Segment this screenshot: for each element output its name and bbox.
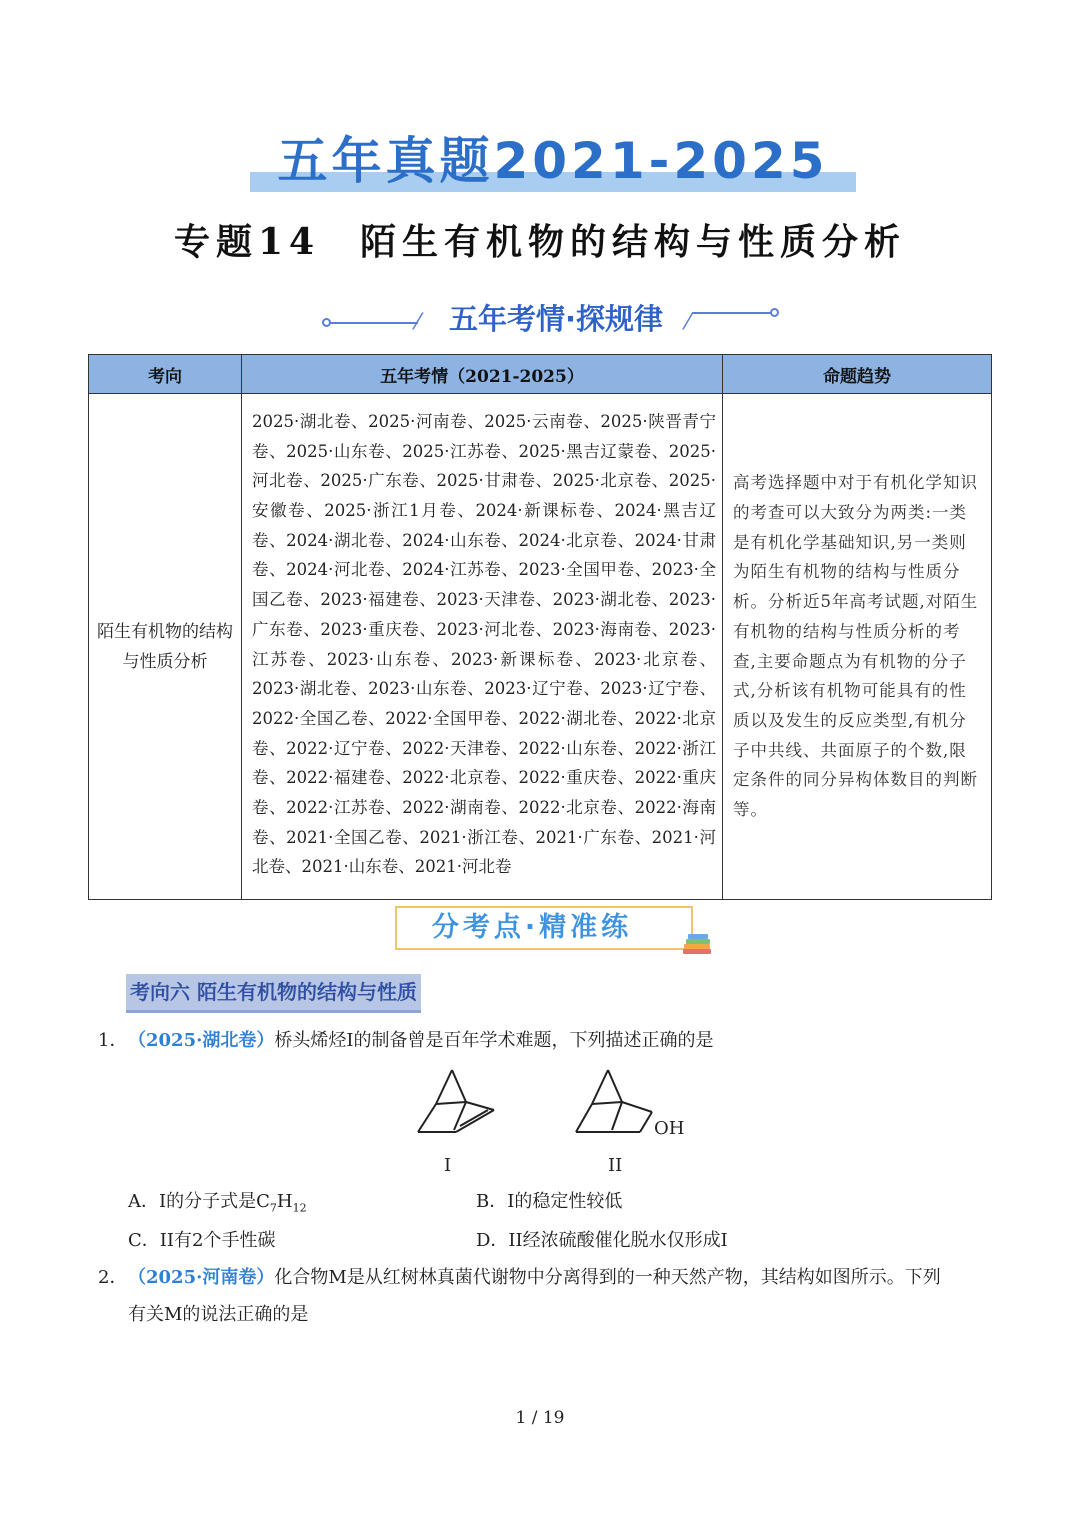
cell-trend: 高考选择题中对于有机化学知识的考查可以大致分为两类:一类是有机化学基础知识,另一类则为陌生有机物的结构与性质分析。分析近5年高考试题,对陌生有机物的结构与性质分析的考查,主要命题点为有机物的分子式,分析该有机物可能具有的性质以及发生的反应类型,有机分子中共线、共面原子的个数,限定条件的同分异构体数目的判断等。 xyxy=(723,394,992,900)
decor-dot-right xyxy=(770,308,779,317)
option-b[interactable]: B．I的稳定性较低 xyxy=(476,1191,623,1212)
topic-title xyxy=(0,216,1080,268)
cell-direction: 陌生有机物的结构与性质分析 xyxy=(89,394,242,900)
section-title: 分考点·精准练 xyxy=(431,912,633,943)
question-2-stem-cont: 有关M的说法正确的是 xyxy=(128,1304,309,1325)
cell-exams: 2025·湖北卷、2025·河南卷、2025·云南卷、2025·陕晋青宁卷、2025·山东卷、2025·江苏卷、2025·黑吉辽蒙卷、2025·河北卷、2025·广东卷、2025·甘肃卷、2025·北京卷、2025·安徽卷、2025·浙江1月卷、2024·新课标卷、2024·黑吉辽卷、2024·湖北卷、2024·山东卷、2024·北京卷、2024·甘肃卷、2024·河北卷、2024·江苏卷、2023·全国甲卷、2023·全国乙卷、2023·福建卷、2023·天津卷、2023·湖北卷、2023·广东卷、2023·重庆卷、2023·河北卷、2023·海南卷、2023·江苏卷、2023·山东卷、2023·新课标卷、2023·北京卷、2023·湖北卷、2023·山东卷、2023·辽宁卷、2023·辽宁卷、2022·全国乙卷、2022·全国甲卷、2022·湖北卷、2022·北京卷、2022·辽宁卷、2022·天津卷、2022·山东卷、2022·浙江卷、2022·福建卷、2022·北京卷、2022·重庆卷、2022·重庆卷、2022·江苏卷、2022·湖南卷、2022·北京卷、2022·海南卷、2021·全国乙卷、2021·浙江卷、2021·广东卷、2021·河北卷、2021·山东卷、2021·河北卷 xyxy=(242,394,723,900)
oh-label: OH xyxy=(654,1118,685,1139)
topic-name: 陌生有机物的结构与性质分析 xyxy=(360,221,907,263)
option-a-sub: 12 xyxy=(292,1201,307,1215)
figure-label-i: I xyxy=(444,1155,452,1176)
option-c[interactable]: C．II有2个手性碳 xyxy=(128,1230,276,1251)
decor-line-right xyxy=(692,312,772,314)
question-text: 化合物M是从红树林真菌代谢物中分离得到的一种天然产物，其结构如图所示。下列 xyxy=(274,1267,941,1288)
option-a-text-h: H xyxy=(276,1191,293,1212)
overview-table xyxy=(88,354,992,900)
molecule-i-structure xyxy=(410,1064,510,1144)
question-number: 1． xyxy=(98,1030,128,1051)
decor-slash-icon: ⁄ xyxy=(416,310,420,335)
books-icon xyxy=(680,930,716,956)
topic-number: 专题14 xyxy=(173,221,321,263)
question-1-stem xyxy=(98,1027,713,1055)
molecule-ii-structure xyxy=(568,1064,698,1144)
figure-label-ii: II xyxy=(608,1155,623,1176)
question-text: 桥头烯烃I的制备曾是百年学术难题，下列描述正确的是 xyxy=(274,1030,714,1051)
section-header-practice xyxy=(395,906,693,950)
decor-dot-left xyxy=(322,318,331,327)
banner-title: 五年真题2021-2025 xyxy=(277,132,829,190)
question-number: 2． xyxy=(98,1267,128,1288)
option-a[interactable] xyxy=(128,1188,307,1223)
table-row xyxy=(89,394,992,900)
decor-line-left xyxy=(328,322,418,324)
option-d[interactable]: D．II经浓硫酸催化脱水仅形成I xyxy=(476,1230,728,1251)
header-exams: 五年考情（2021-2025） xyxy=(242,355,723,394)
option-a-sub: 7 xyxy=(269,1201,277,1215)
question-source: （2025·湖北卷） xyxy=(128,1030,275,1051)
header-trend: 命题趋势 xyxy=(723,355,992,394)
section-header-overview xyxy=(320,296,780,342)
decor-slash-icon: ⁄ xyxy=(686,310,690,335)
option-a-text: A．I的分子式是C xyxy=(128,1191,270,1212)
table-header-row xyxy=(89,355,992,394)
section-title: 五年考情·探规律 xyxy=(448,302,664,336)
page-number: 1 / 19 xyxy=(515,1408,565,1428)
question-2-stem xyxy=(98,1264,998,1292)
header-direction: 考向 xyxy=(89,355,242,394)
question-source: （2025·河南卷） xyxy=(128,1267,275,1288)
subsection-title: 考向六 陌生有机物的结构与性质 xyxy=(126,974,421,1013)
